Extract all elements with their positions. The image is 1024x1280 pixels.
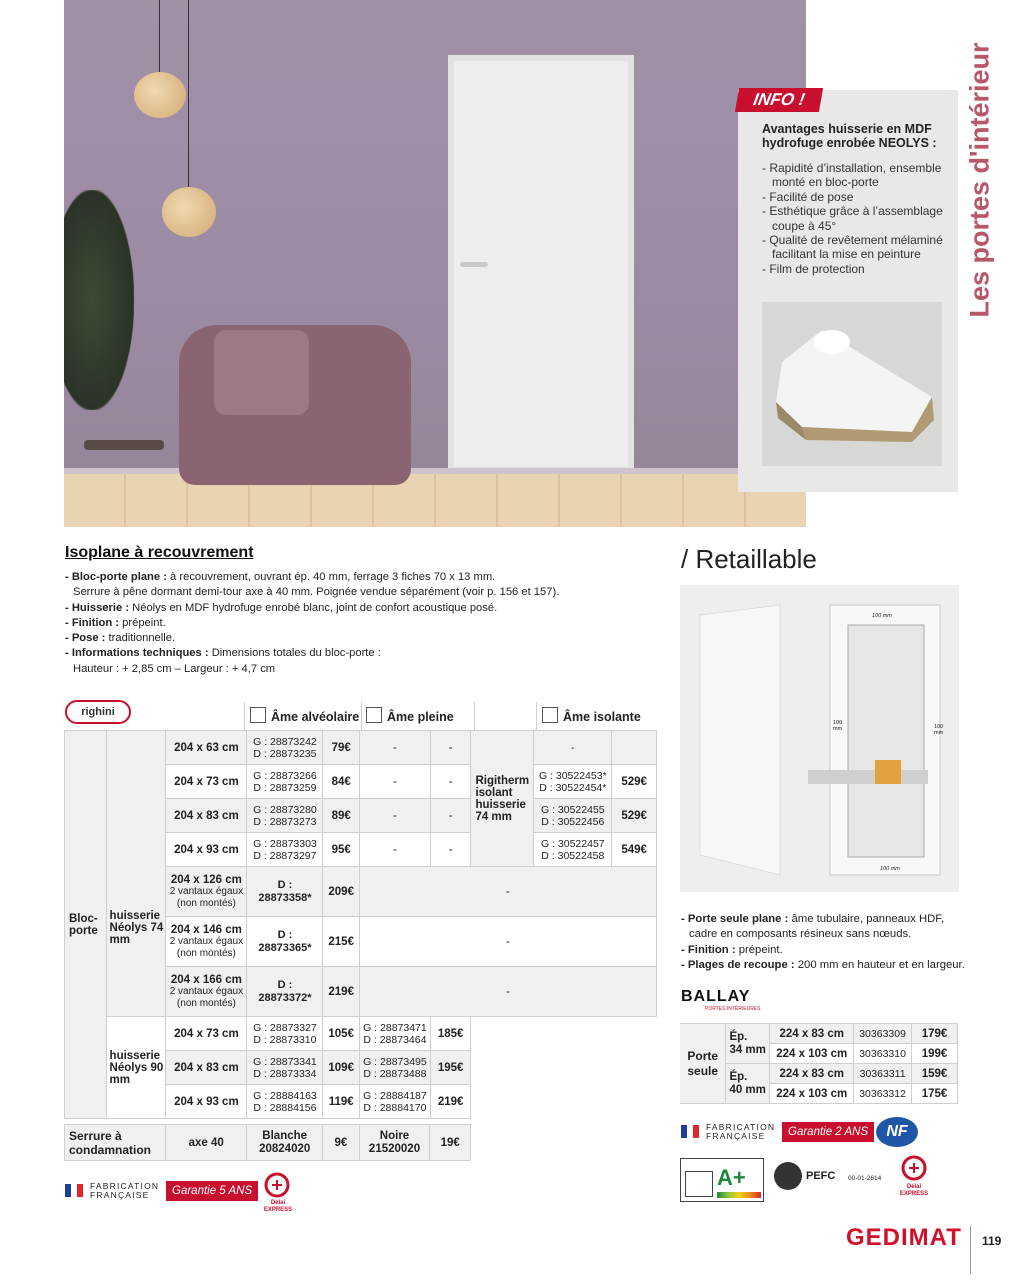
- ref-cell: D : 28873372*: [247, 967, 323, 1017]
- fabrication-francaise: FABRICATION FRANÇAISE: [706, 1122, 776, 1141]
- ref-cell: G : 28873242 D : 28873235: [247, 731, 323, 765]
- size-cell: 204 x 83 cm: [166, 799, 247, 833]
- size-cell: 204 x 83 cm: [166, 1051, 247, 1085]
- dimension-label: 100 mm: [934, 724, 944, 736]
- size-cell: 224 x 103 cm: [770, 1084, 854, 1104]
- price-cell: 195€: [430, 1051, 471, 1085]
- info-list: [762, 161, 954, 276]
- rigitherm-label: Rigitherm isolant huisserie 74 mm: [471, 731, 534, 867]
- frame-profile-photo: [762, 302, 942, 466]
- info-item: - Esthétique grâce à l’assemblage coupe à 45°: [762, 204, 943, 233]
- group-label: Bloc- porte: [65, 731, 107, 1119]
- size-cell: 204 x 63 cm: [166, 731, 247, 765]
- product-description: - Bloc-porte plane : à recouvrement, ouvrant ép. 40 mm, ferrage 3 fiches 70 x 13 mm. Serrure à pêne dormant demi-tour axe à 40 mm. Poignée vendue séparément (voir p. 156 et 157). - Huisserie : Néolys en MDF hydrofuge enrobé blanc, joint de confort acoustique posé. - Finition : prépeint. - Pose : traditionnelle. - Informations techniques : Dimensions totales du bloc-porte : Hauteur : + 2,85 cm – Largeur : + 4,7 cm: [65, 571, 560, 675]
- dimension-label: 100 mm: [880, 866, 900, 872]
- price-cell: 159€: [912, 1064, 958, 1084]
- price-cell: 9€: [323, 1125, 359, 1161]
- ref-cell: D : 28873365*: [247, 917, 323, 967]
- ballay-tagline: PORTES INTÉRIEURES: [705, 1006, 761, 1012]
- delai-express: Délai EXPRESS: [263, 1200, 293, 1213]
- fabrication-francaise: FABRICATION FRANÇAISE: [90, 1181, 160, 1200]
- ref-cell: G : 30522457 D : 30522458: [534, 833, 612, 867]
- price-cell: 209€: [323, 867, 359, 917]
- ref-cell: D : 28873358*: [247, 867, 323, 917]
- thickness-cell: Ép. 34 mm: [726, 1024, 770, 1064]
- delivery-truck-icon: [262, 1172, 292, 1202]
- door-core-icon: [250, 707, 266, 723]
- price-table-retaillable: [680, 1023, 958, 1104]
- empty-cell: -: [359, 917, 656, 967]
- serrure-label: Serrure à condamnation: [65, 1125, 166, 1161]
- info-item: - Rapidité d’installation, ensemble monté en bloc-porte: [762, 161, 942, 190]
- price-cell: [612, 731, 657, 765]
- product-title: Isoplane à recouvrement: [65, 544, 254, 561]
- size-cell: 204 x 73 cm: [166, 1017, 247, 1051]
- size-cell: 224 x 83 cm: [770, 1064, 854, 1084]
- table-row: [680, 1024, 958, 1044]
- french-flag-icon: [681, 1125, 699, 1138]
- page-number: 119: [982, 1234, 1002, 1248]
- dimension-label: 100 mm: [872, 613, 892, 619]
- table-row: [65, 1125, 471, 1161]
- price-cell: 105€: [323, 1017, 359, 1051]
- price-cell: -: [430, 765, 471, 799]
- ballay-logo: BALLAY: [681, 988, 751, 1005]
- price-cell: 95€: [323, 833, 359, 867]
- garantie-badge: Garantie 2 ANS: [782, 1122, 874, 1142]
- ref-cell: Noire 21520020: [359, 1125, 430, 1161]
- retaillable-photo: [680, 585, 959, 892]
- retaillable-title: / Retaillable: [681, 544, 817, 574]
- ref-cell: G : 28873266 D : 28873259: [247, 765, 323, 799]
- table-row: [65, 731, 657, 765]
- pendant-lamp: [134, 72, 186, 118]
- size-cell: 204 x 93 cm: [166, 833, 247, 867]
- ref-cell: G : 28873327 D : 28873310: [247, 1017, 323, 1051]
- ref-cell: -: [534, 731, 612, 765]
- ref-cell: G : 28884187 D : 28884170: [359, 1085, 430, 1119]
- door-core-icon: [542, 707, 558, 723]
- header-pleine: Âme pleine: [366, 707, 454, 724]
- huisserie-label: huisserie Néolys 90 mm: [106, 1017, 166, 1119]
- price-cell: 199€: [912, 1044, 958, 1064]
- ref-cell: G : 28873495 D : 28873488: [359, 1051, 430, 1085]
- price-cell: -: [430, 799, 471, 833]
- dimension-label: 100 mm: [833, 720, 843, 732]
- garantie-badge: Garantie 5 ANS: [166, 1181, 258, 1201]
- ref-cell: G : 28873303 D : 28873297: [247, 833, 323, 867]
- price-cell: 119€: [323, 1085, 359, 1119]
- axe-cell: axe 40: [166, 1125, 247, 1161]
- huisserie-label: huisserie Néolys 74 mm: [106, 731, 166, 1017]
- pefc-logo: PEFC: [806, 1170, 836, 1182]
- ref-cell: G : 28884163 D : 28884156: [247, 1085, 323, 1119]
- ref-cell: 30363311: [854, 1064, 912, 1084]
- plant: [64, 190, 134, 410]
- gedimat-logo: GEDIMAT: [846, 1224, 962, 1251]
- french-flag-icon: [65, 1184, 83, 1197]
- size-cell: 204 x 93 cm: [166, 1085, 247, 1119]
- table-row: [65, 1017, 657, 1051]
- price-cell: 549€: [612, 833, 657, 867]
- price-cell: 529€: [612, 799, 657, 833]
- price-cell: 179€: [912, 1024, 958, 1044]
- hero-photo: [64, 0, 806, 527]
- price-cell: 215€: [323, 917, 359, 967]
- price-cell: 185€: [430, 1017, 471, 1051]
- size-cell: 204 x 166 cm 2 vantaux égaux (non montés): [166, 967, 247, 1017]
- emission-label-icon: [680, 1158, 764, 1202]
- ref-cell: G : 28873471 D : 28873464: [359, 1017, 430, 1051]
- price-cell: 219€: [430, 1085, 471, 1119]
- price-cell: -: [430, 731, 471, 765]
- empty-cell: -: [359, 867, 656, 917]
- price-cell: 109€: [323, 1051, 359, 1085]
- serrure-table: [64, 1124, 471, 1161]
- retaillable-description: - Porte seule plane : âme tubulaire, panneaux HDF, cadre en composants résineux sans nœuds. - Finition : prépeint. - Plages de recoupe : 200 mm en hauteur et en largeur.: [681, 913, 965, 971]
- section-side-title: Les portes d'intérieur: [964, 42, 995, 318]
- righini-logo: righini: [65, 700, 131, 724]
- ref-cell: G : 28873341 D : 28873334: [247, 1051, 323, 1085]
- info-title: Avantages huisserie en MDF hydrofuge enrobée NEOLYS :: [762, 122, 937, 150]
- ref-cell: -: [359, 799, 430, 833]
- ref-cell: -: [359, 833, 430, 867]
- ref-cell: -: [359, 765, 430, 799]
- price-cell: 19€: [430, 1125, 471, 1161]
- size-cell: 204 x 126 cm 2 vantaux égaux (non montés): [166, 867, 247, 917]
- ref-cell: Blanche 20824020: [247, 1125, 323, 1161]
- price-cell: 175€: [912, 1084, 958, 1104]
- info-item: - Facilité de pose: [762, 189, 854, 204]
- size-cell: 204 x 146 cm 2 vantaux égaux (non montés): [166, 917, 247, 967]
- pefc-code: 00-01-2614: [848, 1175, 882, 1182]
- ref-cell: 30363310: [854, 1044, 912, 1064]
- price-cell: 529€: [612, 765, 657, 799]
- price-cell: 219€: [323, 967, 359, 1017]
- nf-logo: NF: [876, 1117, 918, 1147]
- price-cell: -: [430, 833, 471, 867]
- size-cell: 224 x 103 cm: [770, 1044, 854, 1064]
- size-cell: 224 x 83 cm: [770, 1024, 854, 1044]
- door-core-icon: [366, 707, 382, 723]
- delivery-truck-icon: [899, 1155, 929, 1185]
- pefc-tree-icon: [774, 1162, 802, 1190]
- ref-cell: G : 30522453* D : 30522454*: [534, 765, 612, 799]
- empty-cell: -: [359, 967, 656, 1017]
- ref-cell: 30363312: [854, 1084, 912, 1104]
- price-cell: 89€: [323, 799, 359, 833]
- price-table-isoplane: [64, 730, 657, 1119]
- ref-cell: -: [359, 731, 430, 765]
- info-item: - Film de protection: [762, 261, 865, 276]
- price-cell: 79€: [323, 731, 359, 765]
- header-alveolaire: Âme alvéolaire: [250, 707, 359, 724]
- delai-express: Délai EXPRESS: [899, 1184, 929, 1197]
- price-cell: 84€: [323, 765, 359, 799]
- divider: [970, 1226, 971, 1274]
- emission-grade: A+: [717, 1165, 746, 1190]
- info-tag: INFO !: [735, 88, 823, 112]
- header-isolante: Âme isolante: [542, 707, 641, 724]
- group-label: Porte seule: [680, 1024, 726, 1104]
- ref-cell: 30363309: [854, 1024, 912, 1044]
- info-item: - Qualité de revêtement mélaminé facilitant la mise en peinture: [762, 233, 943, 262]
- thickness-cell: Ép. 40 mm: [726, 1064, 770, 1104]
- ref-cell: G : 28873280 D : 28873273: [247, 799, 323, 833]
- pendant-lamp: [162, 187, 216, 237]
- ref-cell: G : 30522455 D : 30522456: [534, 799, 612, 833]
- size-cell: 204 x 73 cm: [166, 765, 247, 799]
